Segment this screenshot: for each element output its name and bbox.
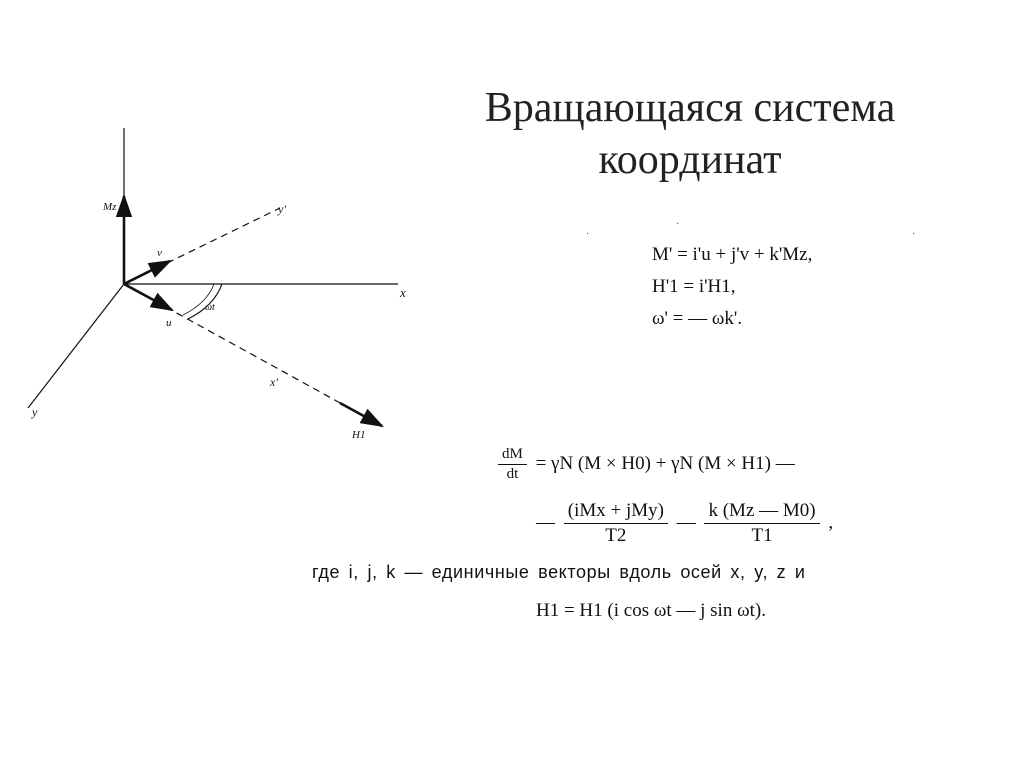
bloch-rhs-1: = γN (M × H0) + γN (M × H1) —	[535, 452, 795, 474]
u-vector	[124, 284, 172, 310]
bloch-equation-line2: — $\frac{\text{(iMx + jMy)}}{T2}$ — $\frac{k (Mz — M0)}{T1}$ ,	[536, 500, 834, 546]
y-axis	[28, 284, 124, 408]
v-vector	[124, 261, 170, 284]
bloch-equation-line1	[494, 446, 795, 483]
equation-h1-prime: H'1 = i'H1,	[652, 276, 736, 297]
label-v: v	[157, 247, 162, 259]
unit-vectors-note: где i, j, k — единичные векторы вдоль осей x, y, z и	[312, 562, 806, 582]
equation-omega-prime: ω' = — ωk'.	[652, 308, 743, 329]
label-u: u	[166, 317, 172, 329]
label-yprime: y'	[278, 202, 286, 216]
label-y: y	[32, 405, 38, 419]
scan-mark-3: .	[912, 226, 916, 237]
equation-h1-definition: H1 = H1 (i cos ωt — j sin ωt).	[536, 600, 766, 621]
scan-mark-1: .	[586, 226, 590, 237]
title-line-1: Вращающаяся система	[484, 85, 896, 131]
scan-mark-2: .	[676, 216, 680, 227]
relaxation-t2-fraction: $\frac{\text{(iMx + jMy)}}{T2}$	[564, 500, 668, 547]
label-h1: H1	[352, 429, 366, 441]
label-x: x	[400, 285, 406, 300]
equation-m-prime: M' = i'u + j'v + k'Mz,	[652, 244, 813, 265]
dm-dt-fraction: $\frac{dM}{dt}$	[498, 446, 527, 483]
relaxation-t1-fraction: $\frac{k (Mz — M0)}{T1}$	[704, 500, 819, 547]
label-omega-t: ωt	[205, 302, 215, 313]
label-xprime: x'	[270, 375, 278, 389]
label-mz: Mz	[103, 201, 117, 213]
title-line-2: координат	[598, 137, 782, 183]
h1-vector	[340, 403, 382, 426]
